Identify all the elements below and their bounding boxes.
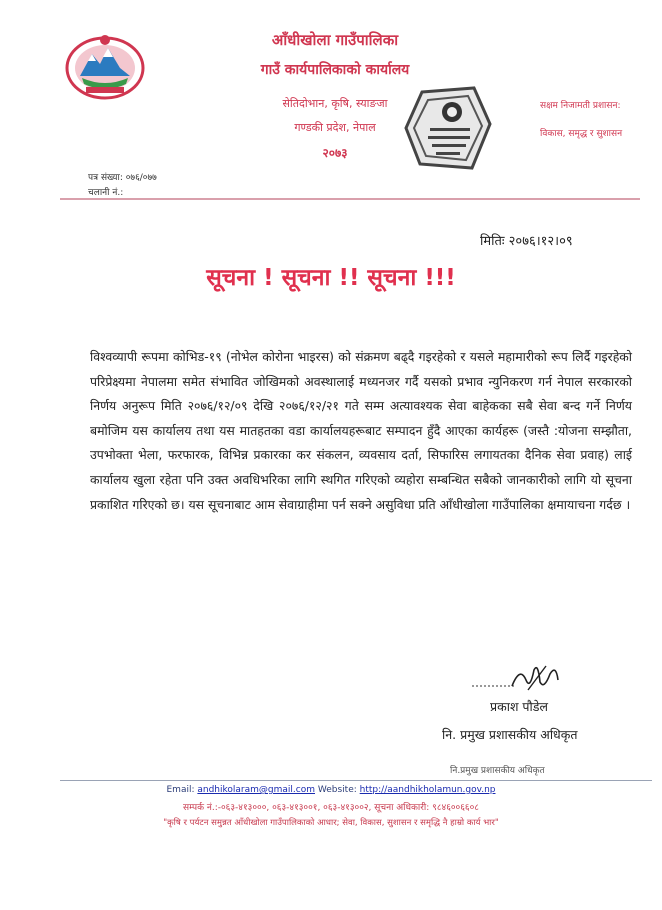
right-note-line2: विकास, समृद्ध र सुशासन	[540, 129, 623, 139]
dispatch-number: चलानी नं.:	[88, 188, 124, 198]
notice-date: मितिः २०७६।१२।०९	[480, 234, 573, 249]
signatory-stamp: नि.प्रमुख प्रशासकीय अधिकृत	[450, 766, 545, 776]
office-address: सेतिदोभान, कृषि, स्याङजा	[282, 97, 388, 110]
letter-number: पत्र संख्या: ०७६/०७७	[88, 173, 157, 183]
office-seal-icon	[402, 84, 494, 172]
signature-icon	[470, 660, 580, 694]
footer-contact-links	[0, 785, 662, 795]
municipality-name: आँधीखोला गाउँपालिका	[271, 31, 399, 49]
established-year: २०७३	[322, 146, 348, 160]
website-link[interactable]: http://aandhikholamun.gov.np	[359, 785, 496, 795]
office-province: गण्डकी प्रदेश, नेपाल	[294, 121, 376, 134]
footer-phone: सम्पर्क नं.:-०६३-४१३०००, ०६३-४१३००१, ०६३-४१३००२, सूचना अधिकारी: ९८४६००६६०८	[183, 803, 479, 813]
signatory-name: प्रकाश पौडेल	[490, 699, 548, 714]
email-label: Email:	[166, 785, 195, 795]
header-divider	[60, 198, 640, 200]
website-label: Website:	[317, 785, 357, 795]
right-note-line1: सक्षम निजामती प्रशासन:	[540, 101, 621, 111]
notice-body: विश्वव्यापी रूपमा कोभिड-१९ (नोभेल कोरोना भाइरस) को संक्रमण बढ्दै गइरहेको र यसले महामारीको रूप लिर्दै गइरहेको परिप्रेक्ष्यमा नेपालमा समेत संभावित जोखिमको अवस्थालाई मध्यनजर गर्दै यसको प्रभाव न्युनिकरण गर्न नेपाल सरकारको निर्णय अनुरूप मिति २०७६/१२/०९ देखि २०७६/१२/२१ गते सम्म अत्यावश्यक सेवा बाहेकका सबै सेवा बन्द गर्ने निर्णय बमोजिम यस कार्यालय तथा यस मातहतका वडा कार्यालयहरूबाट सम्पादन हुँदै आएका कार्यहरू (जस्तै :योजना सम्झौता, उपभोक्ता भेला, फरफारक, विभिन्न प्रकारका कर संकलन, व्यवसाय दर्ता, सिफारिस लगायतका दैनिक सेवा प्रवाह) लाई कार्यालय खुला रहेता पनि उक्त अवधिभरिका लागि स्थगित गरिएको व्यहोरा सम्बन्धित सबैको जानकारीको लागि यो सूचना प्रकाशित गरिएको छ। यस सूचनाबाट आम सेवाग्राहीमा पर्न सक्ने असुविधा प्रति आँधीखोला गाउँपालिका क्षमायाचना गर्दछ ।	[90, 349, 632, 512]
office-name: गाउँ कार्यपालिकाको कार्यालय	[260, 62, 410, 78]
municipality-logo-icon	[62, 30, 148, 102]
footer-divider	[60, 780, 652, 781]
email-link[interactable]: andhikolaram@gmail.com	[197, 785, 315, 795]
notice-title: सूचना ! सूचना !! सूचना !!!	[206, 265, 456, 291]
footer-slogan: "कृषि र पर्यटन समुन्नत आँधीखोला गाउँपालिकाको आधार; सेवा, विकास, सुशासन र समृद्धि नै हाम्रो कार्य भार"	[163, 818, 499, 828]
signatory-title: नि. प्रमुख प्रशासकीय अधिकृत	[442, 727, 578, 742]
